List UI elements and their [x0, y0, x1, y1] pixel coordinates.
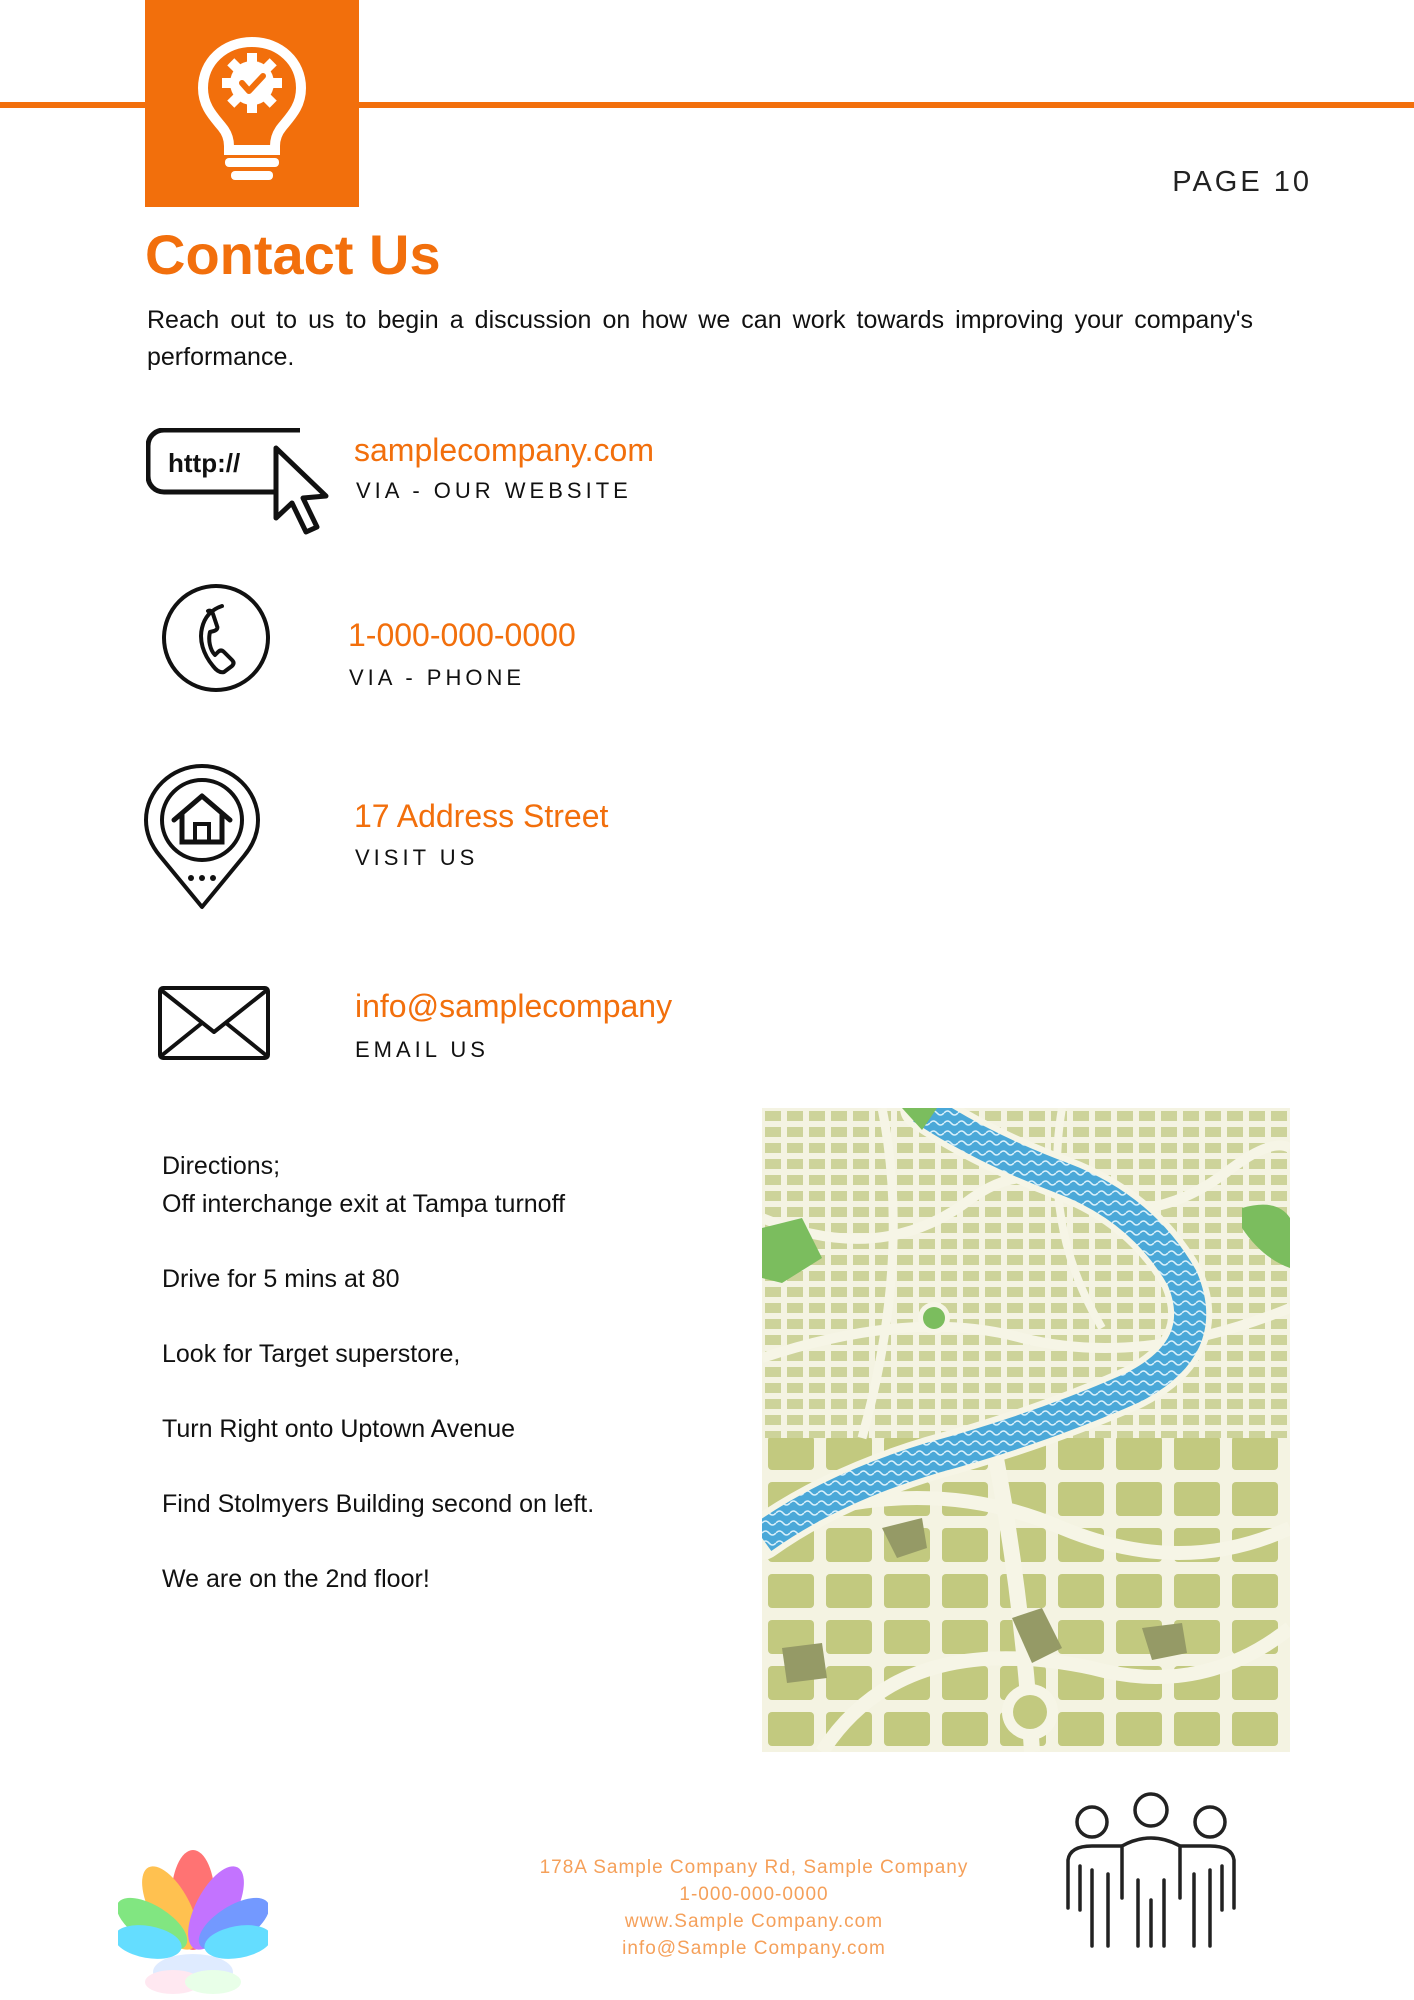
directions-step: We are on the 2nd floor!	[162, 1564, 430, 1593]
directions-block	[162, 1148, 632, 1598]
footer-phone: 1-000-000-0000	[679, 1884, 829, 1905]
footer-website[interactable]: www.Sample Company.com	[624, 1911, 884, 1932]
website-label: VIA - OUR WEBSITE	[356, 478, 632, 503]
phone-icon	[160, 582, 272, 694]
footer-email[interactable]: info@Sample Company.com	[622, 1938, 886, 1959]
directions-step: Drive for 5 mins at 80	[162, 1264, 400, 1293]
directions-step: Turn Right onto Uptown Avenue	[162, 1414, 516, 1443]
footer-contact	[480, 1854, 1028, 1962]
directions-step: Off interchange exit at Tampa turnoff	[162, 1189, 566, 1218]
lotus-logo-icon	[118, 1844, 268, 2000]
web-cursor-icon	[146, 428, 336, 538]
address-value: 17 Address Street	[354, 798, 609, 834]
http-icon-text: http://	[168, 448, 241, 478]
home-pin-icon	[144, 764, 260, 910]
team-people-icon	[1062, 1790, 1240, 1948]
directions-heading: Directions;	[162, 1152, 281, 1180]
website-value[interactable]: samplecompany.com	[354, 432, 654, 468]
lightbulb-gear-icon	[145, 0, 359, 207]
page-number: PAGE 10	[1172, 166, 1312, 198]
email-value[interactable]: info@samplecompany	[355, 988, 673, 1024]
intro-paragraph: Reach out to us to begin a discussion on how we can work towards improving your company's performance.	[147, 306, 1253, 371]
envelope-icon	[158, 986, 270, 1060]
address-label: VISIT US	[355, 845, 479, 870]
logo-block	[145, 0, 359, 207]
footer-address: 178A Sample Company Rd, Sample Company	[539, 1857, 969, 1878]
city-map-image	[762, 1108, 1290, 1752]
directions-step: Find Stolmyers Building second on left.	[162, 1489, 595, 1518]
directions-step: Look for Target superstore,	[162, 1339, 461, 1368]
page-title: Contact Us	[145, 223, 441, 286]
email-label: EMAIL US	[355, 1037, 489, 1062]
phone-value[interactable]: 1-000-000-0000	[348, 617, 576, 653]
phone-label: VIA - PHONE	[349, 665, 526, 690]
